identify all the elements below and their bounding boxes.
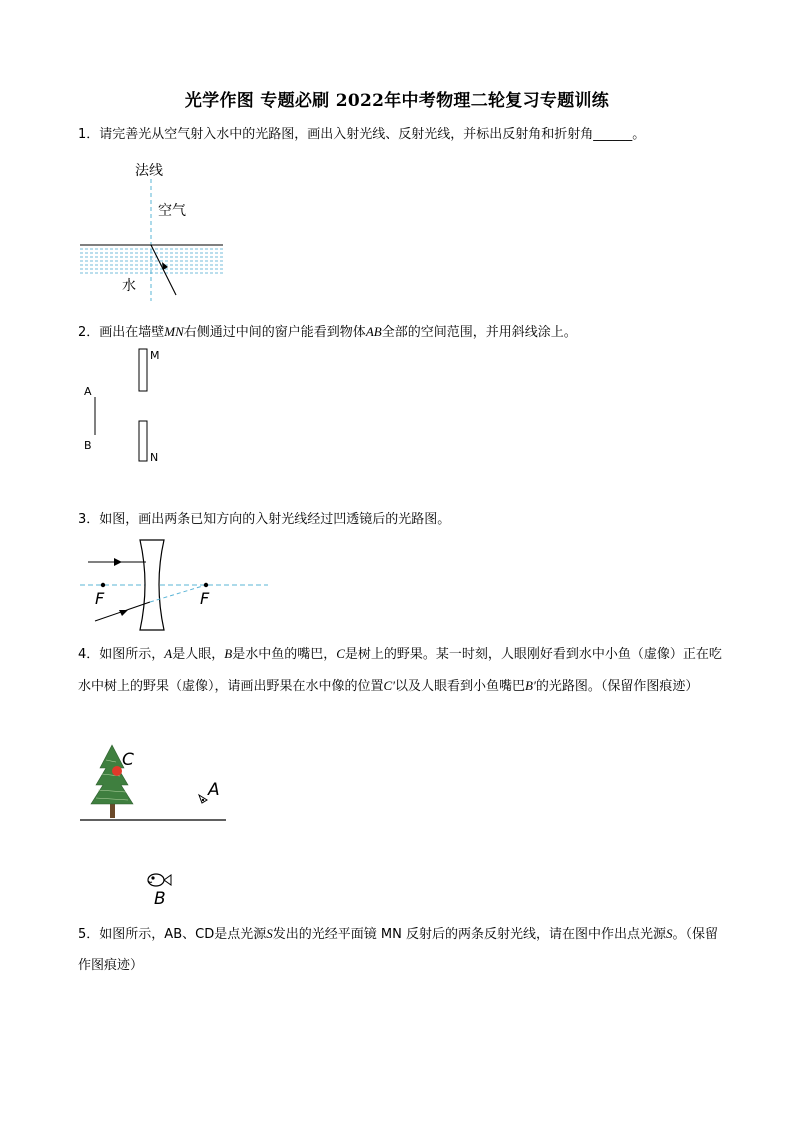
label-F-left: F <box>95 589 105 608</box>
figure-2-window <box>78 345 198 470</box>
eye-icon <box>199 795 207 803</box>
label-M: M <box>150 349 160 362</box>
fish-icon <box>148 874 171 886</box>
arrow-head <box>114 558 122 566</box>
refracted-ray <box>151 245 176 295</box>
question-number: 1． <box>78 127 100 142</box>
wall-lower <box>139 421 147 461</box>
fruit <box>112 766 122 776</box>
water-body <box>80 249 223 273</box>
question-2: 2．画出在墙壁MN右侧通过中间的窗户能看到物体AB全部的空间范围，并用斜线涂上。 <box>78 324 577 340</box>
figure-1-refraction <box>78 155 238 305</box>
label-C: C <box>122 750 134 770</box>
label-A: A <box>208 780 220 800</box>
question-5: 5．如图所示，AB、CD是点光源S发出的光经平面镜 MN 反射后的两条反射光线，请在图中作出点光源S。（保留作图痕迹） <box>78 926 718 973</box>
label-B: B <box>154 889 166 909</box>
focus-left-dot <box>101 583 105 587</box>
focus-right-dot <box>204 583 208 587</box>
label-air: 空气 <box>158 203 186 219</box>
question-4: 4．如图所示，A是人眼，B是水中鱼的嘴巴，C是树上的野果。某一时刻，人眼刚好看到水中小鱼（虚像）正在吃水中树上的野果（虚像），请画出野果在水中像的位置C′以及人眼看到小鱼嘴巴B′的光路图。（保留作图痕迹） <box>78 646 722 694</box>
arrow-head <box>119 610 128 616</box>
page-title: 光学作图 专题必刷 2022年中考物理二轮复习专题训练 <box>184 91 610 111</box>
label-B: B <box>84 439 92 452</box>
question-text: 请完善光从空气射入水中的光路图，画出入射光线、反射光线，并标出反射角和折射角______。 <box>99 127 646 142</box>
wall-upper <box>139 349 147 391</box>
figure-4-tree-fish <box>78 740 238 910</box>
label-F-right: F <box>200 589 210 608</box>
figure-3-concave-lens <box>78 538 278 638</box>
question-3: 3．如图，画出两条已知方向的入射光线经过凹透镜后的光路图。 <box>78 512 451 527</box>
label-A: A <box>84 385 92 398</box>
label-normal: 法线 <box>135 163 163 179</box>
label-water: 水 <box>122 278 136 294</box>
label-N: N <box>150 451 159 464</box>
question-1 <box>78 119 728 150</box>
